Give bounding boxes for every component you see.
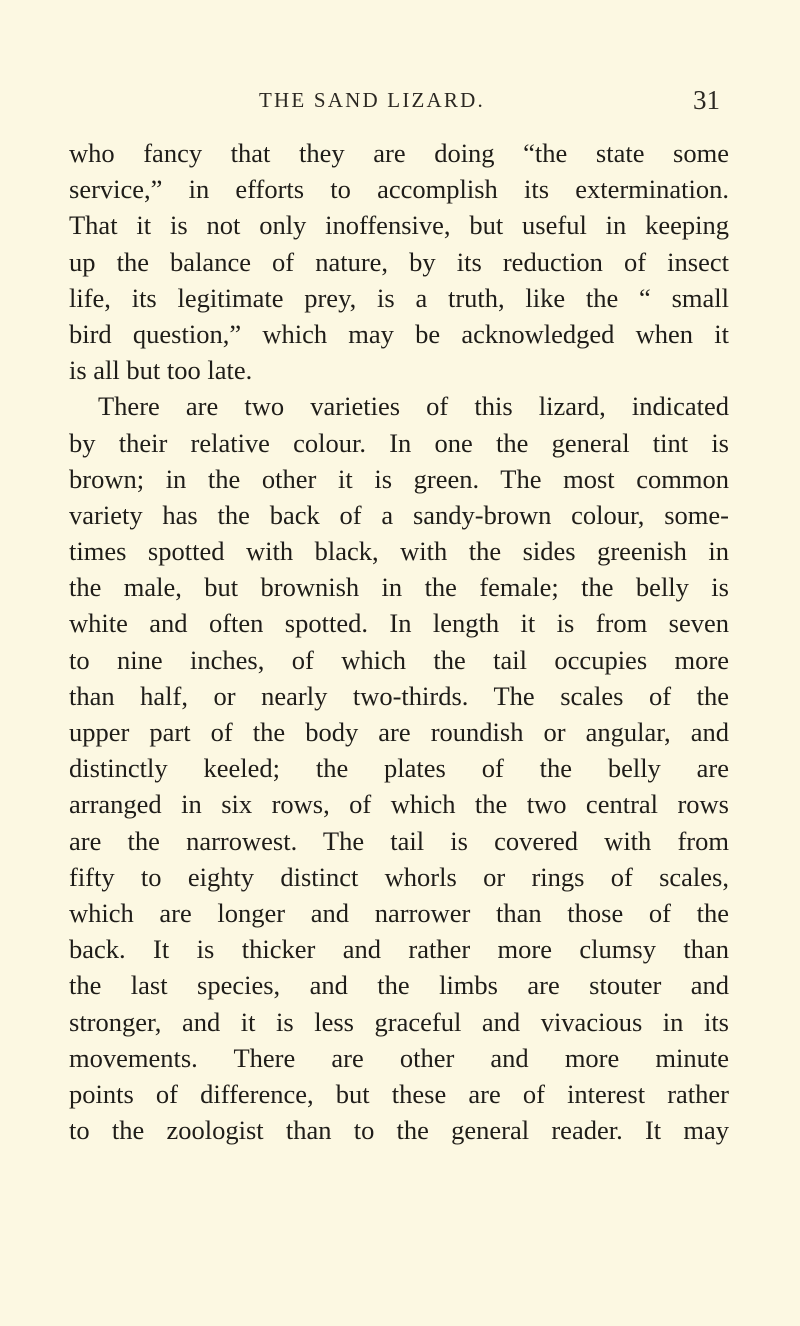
text-line: bird question,” which may be acknowledged when it (69, 318, 729, 349)
text-line: movements. There are other and more minute (69, 1042, 729, 1073)
text-line: service,” in efforts to accomplish its extermination. (69, 174, 729, 205)
text-line: points of difference, but these are of interest rather (69, 1078, 729, 1109)
body-text (69, 135, 729, 1148)
text-line: the male, but brownish in the female; the belly is (69, 572, 729, 603)
text-line: brown; in the other it is green. The most common (69, 463, 729, 494)
text-line: times spotted with black, with the sides greenish in (69, 536, 729, 567)
text-line: to nine inches, of which the tail occupies more (69, 644, 729, 675)
text-line: back. It is thicker and rather more clumsy than (69, 934, 729, 965)
text-line: to the zoologist than to the general reader. It may (69, 1115, 729, 1146)
text-line: are the narrowest. The tail is covered with from (69, 825, 729, 856)
text-line: That it is not only inoffensive, but useful in keeping (69, 210, 729, 241)
text-line: distinctly keeled; the plates of the belly are (69, 753, 729, 784)
text-line: is all but too late. (69, 355, 253, 386)
text-line: who fancy that they are doing “the state some (69, 138, 729, 168)
text-line: which are longer and narrower than those of the (69, 897, 729, 928)
text-line: arranged in six rows, of which the two central rows (69, 789, 729, 820)
text-line: up the balance of nature, by its reduction of insect (69, 246, 729, 277)
text-line: upper part of the body are roundish or angular, and (69, 717, 729, 747)
text-line: than half, or nearly two-thirds. The scales of the (69, 680, 729, 711)
text-line: There are two varieties of this lizard, indicated (98, 391, 729, 422)
running-header (0, 85, 800, 128)
text-line: white and often spotted. In length it is from seven (69, 608, 729, 639)
text-line: the last species, and the limbs are stouter and (69, 970, 729, 1001)
text-line: by their relative colour. In one the general tint is (69, 427, 729, 458)
running-title: THE SAND LIZARD. (259, 88, 485, 112)
text-line: fifty to eighty distinct whorls or rings of scales, (69, 861, 729, 892)
page-number: 31 (693, 85, 720, 115)
text-line: stronger, and it is less graceful and vivacious in its (69, 1006, 729, 1037)
text-line: life, its legitimate prey, is a truth, like the “ small (69, 282, 729, 313)
text-line: variety has the back of a sandy-brown colour, some- (69, 499, 729, 530)
